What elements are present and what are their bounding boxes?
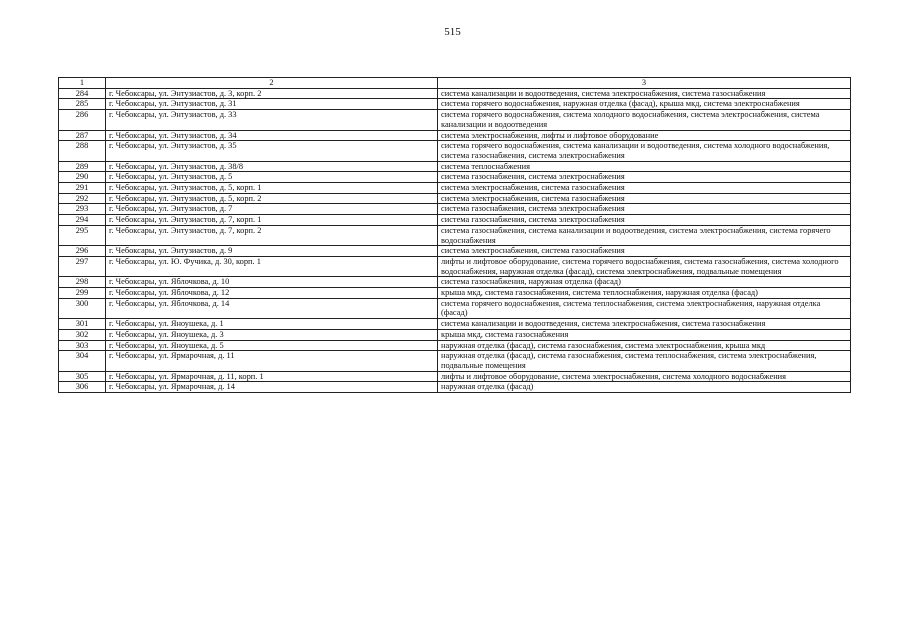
systems-cell: система газоснабжения, наружная отделка (фасад) bbox=[438, 277, 851, 288]
row-number-cell: 299 bbox=[59, 288, 106, 299]
systems-cell: система газоснабжения, система электроснабжения bbox=[438, 215, 851, 226]
address-cell: г. Чебоксары, ул. Энтузиастов, д. 5, корп. 1 bbox=[106, 183, 438, 194]
table-row bbox=[59, 319, 851, 330]
systems-cell: система горячего водоснабжения, наружная отделка (фасад), крыша мкд, система электроснабжения bbox=[438, 99, 851, 110]
table-row bbox=[59, 371, 851, 382]
row-number-cell: 303 bbox=[59, 340, 106, 351]
table-row bbox=[59, 225, 851, 245]
table-row bbox=[59, 88, 851, 99]
table-row bbox=[59, 288, 851, 299]
row-number-cell: 293 bbox=[59, 204, 106, 215]
column-header-address: 2 bbox=[106, 78, 438, 89]
table-row bbox=[59, 215, 851, 226]
row-number-cell: 304 bbox=[59, 351, 106, 371]
systems-cell: лифты и лифтовое оборудование, система горячего водоснабжения, система газоснабжения, система холодного водоснабжения, наружная отделка (фасад), система электроснабжения, подвальные помещения bbox=[438, 256, 851, 276]
systems-cell: система канализации и водоотведения, система электроснабжения, система газоснабжения bbox=[438, 319, 851, 330]
table-row bbox=[59, 351, 851, 371]
systems-cell: система газоснабжения, система электроснабжения bbox=[438, 172, 851, 183]
table-row bbox=[59, 99, 851, 110]
address-cell: г. Чебоксары, ул. Энтузиастов, д. 34 bbox=[106, 130, 438, 141]
address-cell: г. Чебоксары, ул. Ярмарочная, д. 14 bbox=[106, 382, 438, 393]
systems-cell: крыша мкд, система газоснабжения bbox=[438, 329, 851, 340]
address-cell: г. Чебоксары, ул. Энтузиастов, д. 7, корп. 2 bbox=[106, 225, 438, 245]
systems-cell: система горячего водоснабжения, система теплоснабжения, система электроснабжения, наружная отделка (фасад) bbox=[438, 298, 851, 318]
table-row bbox=[59, 340, 851, 351]
table-row bbox=[59, 193, 851, 204]
table-row bbox=[59, 382, 851, 393]
row-number-cell: 294 bbox=[59, 215, 106, 226]
address-cell: г. Чебоксары, ул. Яноушека, д. 3 bbox=[106, 329, 438, 340]
table-row bbox=[59, 256, 851, 276]
systems-cell: система электроснабжения, система газоснабжения bbox=[438, 246, 851, 257]
row-number-cell: 289 bbox=[59, 161, 106, 172]
systems-cell: наружная отделка (фасад), система газоснабжения, система электроснабжения, крыша мкд bbox=[438, 340, 851, 351]
systems-cell: система горячего водоснабжения, система холодного водоснабжения, система электроснабжения, система канализации и водоотведения bbox=[438, 110, 851, 130]
table-row bbox=[59, 298, 851, 318]
address-cell: г. Чебоксары, ул. Энтузиастов, д. 7 bbox=[106, 204, 438, 215]
systems-cell: наружная отделка (фасад) bbox=[438, 382, 851, 393]
row-number-cell: 306 bbox=[59, 382, 106, 393]
table-header-row bbox=[59, 78, 851, 89]
row-number-cell: 300 bbox=[59, 298, 106, 318]
table-row bbox=[59, 246, 851, 257]
row-number-cell: 296 bbox=[59, 246, 106, 257]
systems-cell: система газоснабжения, система электроснабжения bbox=[438, 204, 851, 215]
row-number-cell: 287 bbox=[59, 130, 106, 141]
address-cell: г. Чебоксары, ул. Энтузиастов, д. 38/8 bbox=[106, 161, 438, 172]
table-row bbox=[59, 277, 851, 288]
row-number-cell: 286 bbox=[59, 110, 106, 130]
column-header-number: 1 bbox=[59, 78, 106, 89]
address-cell: г. Чебоксары, ул. Энтузиастов, д. 35 bbox=[106, 141, 438, 161]
systems-cell: система горячего водоснабжения, система канализации и водоотведения, система холодного водоснабжения, система газоснабжения, система электроснабжения bbox=[438, 141, 851, 161]
address-cell: г. Чебоксары, ул. Энтузиастов, д. 5, корп. 2 bbox=[106, 193, 438, 204]
address-cell: г. Чебоксары, ул. Энтузиастов, д. 31 bbox=[106, 99, 438, 110]
table-row bbox=[59, 161, 851, 172]
systems-cell: крыша мкд, система газоснабжения, система теплоснабжения, наружная отделка (фасад) bbox=[438, 288, 851, 299]
address-cell: г. Чебоксары, ул. Ю. Фучика, д. 30, корп. 1 bbox=[106, 256, 438, 276]
systems-cell: система газоснабжения, система канализации и водоотведения, система электроснабжения, система горячего водоснабжения bbox=[438, 225, 851, 245]
address-cell: г. Чебоксары, ул. Яблочкова, д. 12 bbox=[106, 288, 438, 299]
page-number: 515 bbox=[444, 26, 461, 38]
systems-cell: наружная отделка (фасад), система газоснабжения, система теплоснабжения, система электроснабжения, подвальные помещения bbox=[438, 351, 851, 371]
address-cell: г. Чебоксары, ул. Яблочкова, д. 14 bbox=[106, 298, 438, 318]
systems-cell: система теплоснабжения bbox=[438, 161, 851, 172]
address-cell: г. Чебоксары, ул. Яноушека, д. 1 bbox=[106, 319, 438, 330]
systems-cell: система электроснабжения, система газоснабжения bbox=[438, 183, 851, 194]
column-header-systems: 3 bbox=[438, 78, 851, 89]
address-cell: г. Чебоксары, ул. Ярмарочная, д. 11, корп. 1 bbox=[106, 371, 438, 382]
table-row bbox=[59, 110, 851, 130]
row-number-cell: 291 bbox=[59, 183, 106, 194]
row-number-cell: 301 bbox=[59, 319, 106, 330]
systems-cell: система электроснабжения, система газоснабжения bbox=[438, 193, 851, 204]
address-cell: г. Чебоксары, ул. Энтузиастов, д. 5 bbox=[106, 172, 438, 183]
address-cell: г. Чебоксары, ул. Энтузиастов, д. 33 bbox=[106, 110, 438, 130]
address-cell: г. Чебоксары, ул. Энтузиастов, д. 7, корп. 1 bbox=[106, 215, 438, 226]
row-number-cell: 302 bbox=[59, 329, 106, 340]
table-row bbox=[59, 204, 851, 215]
row-number-cell: 290 bbox=[59, 172, 106, 183]
row-number-cell: 305 bbox=[59, 371, 106, 382]
register-table-body bbox=[59, 78, 851, 393]
table-row bbox=[59, 183, 851, 194]
table-row bbox=[59, 329, 851, 340]
address-cell: г. Чебоксары, ул. Ярмарочная, д. 11 bbox=[106, 351, 438, 371]
row-number-cell: 288 bbox=[59, 141, 106, 161]
systems-cell: система электроснабжения, лифты и лифтовое оборудование bbox=[438, 130, 851, 141]
systems-cell: лифты и лифтовое оборудование, система электроснабжения, система холодного водоснабжения bbox=[438, 371, 851, 382]
row-number-cell: 298 bbox=[59, 277, 106, 288]
row-number-cell: 292 bbox=[59, 193, 106, 204]
register-table bbox=[58, 77, 851, 393]
address-cell: г. Чебоксары, ул. Энтузиастов, д. 9 bbox=[106, 246, 438, 257]
row-number-cell: 295 bbox=[59, 225, 106, 245]
table-row bbox=[59, 130, 851, 141]
address-cell: г. Чебоксары, ул. Яблочкова, д. 10 bbox=[106, 277, 438, 288]
row-number-cell: 284 bbox=[59, 88, 106, 99]
address-cell: г. Чебоксары, ул. Энтузиастов, д. 3, корп. 2 bbox=[106, 88, 438, 99]
row-number-cell: 285 bbox=[59, 99, 106, 110]
systems-cell: система канализации и водоотведения, система электроснабжения, система газоснабжения bbox=[438, 88, 851, 99]
address-cell: г. Чебоксары, ул. Яноушека, д. 5 bbox=[106, 340, 438, 351]
table-row bbox=[59, 172, 851, 183]
table-row bbox=[59, 141, 851, 161]
row-number-cell: 297 bbox=[59, 256, 106, 276]
